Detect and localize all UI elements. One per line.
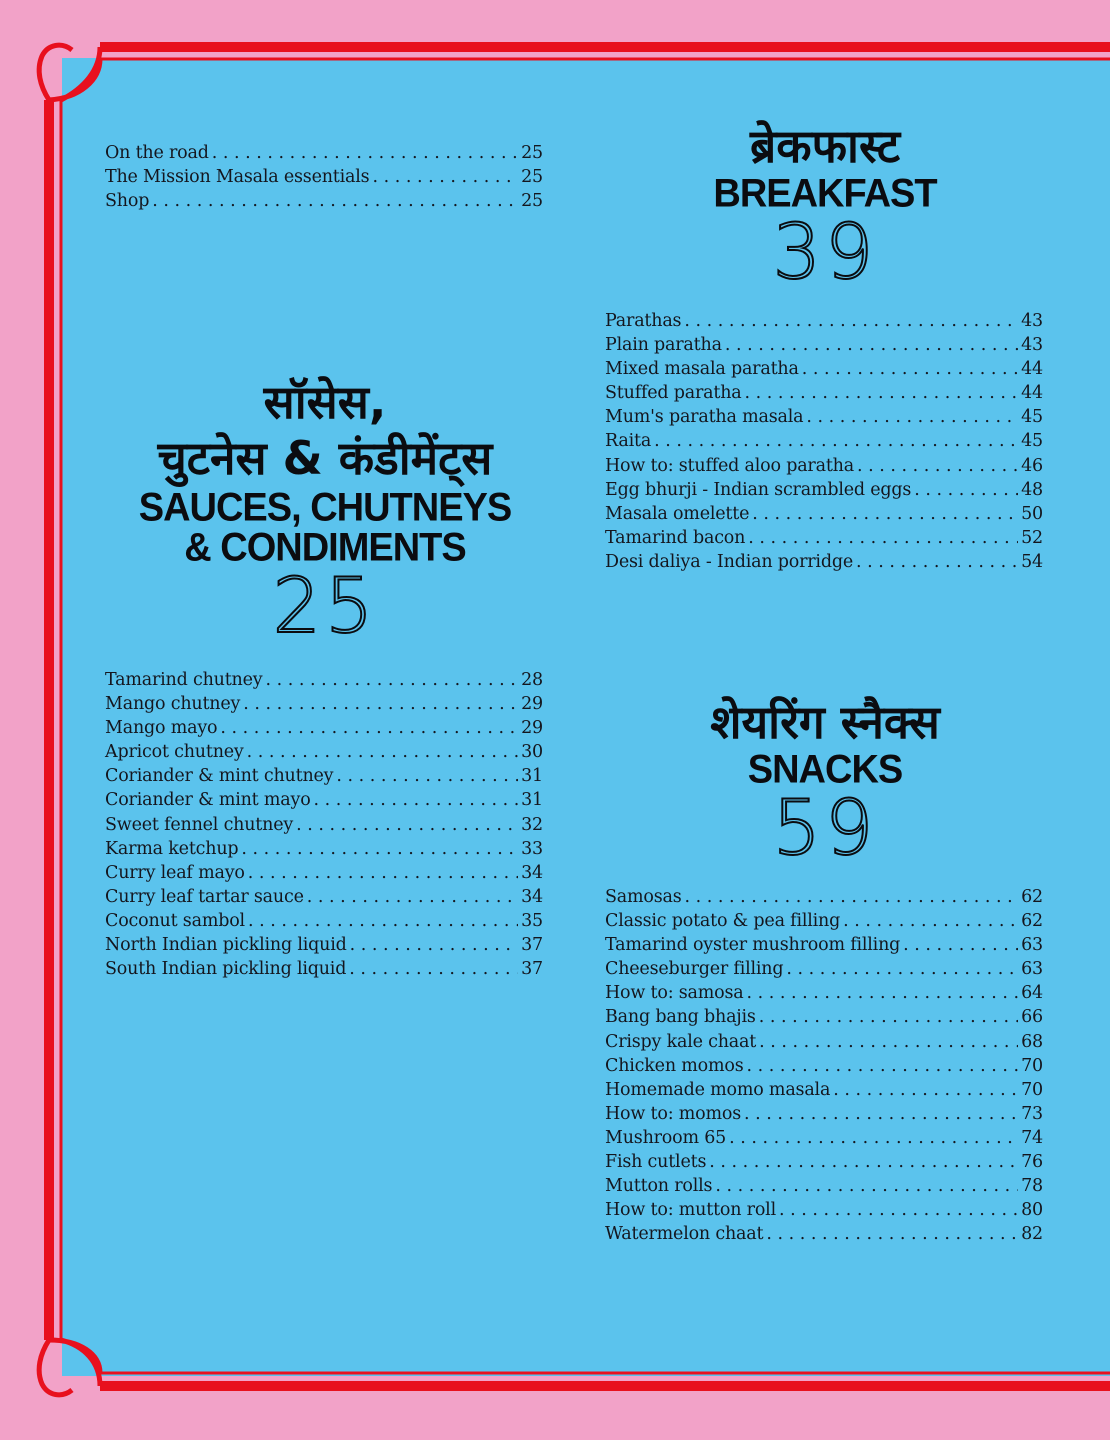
snacks-page-number: 59 — [772, 783, 878, 872]
breakfast-page-number: 39 — [772, 207, 878, 296]
dot-leader — [786, 957, 1018, 981]
toc-entry — [105, 740, 543, 764]
toc-entry-page: 25 — [521, 191, 543, 212]
toc-entry-title: Tamarind chutney — [105, 670, 263, 690]
toc-entry-page: 29 — [521, 694, 543, 715]
toc-entry — [105, 885, 543, 909]
dot-leader — [903, 933, 1018, 957]
toc-entry-title: North Indian pickling liquid — [105, 935, 347, 956]
toc-entry-page: 73 — [1021, 1103, 1043, 1124]
toc-entry — [105, 957, 543, 981]
toc-entry-title: Chicken momos — [605, 1055, 744, 1076]
toc-entry-title: Tamarind oyster mushroom filling — [605, 935, 901, 956]
toc-entry — [605, 526, 1043, 550]
toc-entry-title: Egg bhurji - Indian scrambled eggs — [605, 479, 912, 500]
dot-leader — [349, 957, 518, 981]
toc-entry-title: Stuffed paratha — [605, 383, 742, 404]
toc-entry — [605, 333, 1043, 357]
dot-leader — [779, 1198, 1018, 1222]
toc-entry — [605, 933, 1043, 957]
dot-leader — [314, 788, 519, 812]
breakfast-title-en: BREAKFAST — [713, 171, 937, 217]
toc-entry-page: 31 — [521, 790, 543, 811]
dot-leader — [747, 981, 1019, 1005]
toc-entry — [105, 165, 543, 189]
toc-entry — [605, 981, 1043, 1005]
toc-entry-title: Crispy kale chaat — [605, 1031, 757, 1052]
dot-leader — [856, 550, 1018, 574]
toc-entry-page: 70 — [1021, 1079, 1043, 1100]
toc-entry-title: Plain paratha — [605, 335, 722, 356]
breakfast-heading — [605, 118, 1045, 296]
toc-entry-page: 33 — [521, 838, 543, 859]
dot-leader — [212, 141, 518, 165]
dot-leader — [709, 1150, 1018, 1174]
toc-entry — [605, 550, 1043, 574]
dot-leader — [715, 1174, 1018, 1198]
toc-entry — [605, 1102, 1043, 1126]
toc-entry-page: 45 — [1021, 407, 1043, 428]
toc-entry-page: 48 — [1021, 479, 1043, 500]
toc-entry — [605, 309, 1043, 333]
toc-entry-title: Cheeseburger filling — [605, 959, 784, 980]
toc-entry — [105, 692, 543, 716]
sauces-title-hindi-1: सॉसेस, — [263, 375, 387, 429]
toc-entry — [605, 478, 1043, 502]
toc-entry-title: Curry leaf mayo — [105, 862, 245, 883]
toc-entry-page: 32 — [521, 814, 543, 835]
toc-entry-page: 30 — [521, 742, 543, 763]
toc-entry-title: Raita — [605, 431, 652, 452]
dot-leader — [748, 526, 1018, 550]
dot-leader — [243, 692, 518, 716]
sauces-title-en-2: & CONDIMENTS — [184, 525, 466, 571]
breakfast-title-hindi: ब्रेकफास्ट — [749, 119, 901, 173]
dot-leader — [350, 933, 518, 957]
toc-entry — [605, 405, 1043, 429]
snacks-title-en: SNACKS — [747, 747, 903, 793]
dot-leader — [654, 429, 1018, 453]
dot-leader — [752, 502, 1018, 526]
dot-leader — [241, 837, 518, 861]
dot-leader — [745, 381, 1019, 405]
dot-leader — [685, 885, 1019, 909]
toc-entry-title: South Indian pickling liquid — [105, 959, 347, 980]
toc-entry-title: Shop — [105, 191, 150, 212]
dot-leader — [725, 333, 1018, 357]
toc-entry — [605, 1078, 1043, 1102]
toc-entry-title: Karma ketchup — [105, 838, 239, 859]
toc-entry — [105, 716, 543, 740]
toc-entry — [605, 1126, 1043, 1150]
toc-entry-title: Homemade momo masala — [605, 1079, 831, 1100]
toc-entry-page: 25 — [521, 143, 543, 163]
sauces-title-hindi-2: चुटनेस & कंडीमेंट्स — [157, 431, 493, 485]
toc-entry-page: 82 — [1021, 1224, 1043, 1245]
toc-entry-page: 37 — [521, 959, 543, 980]
toc-entry — [605, 1150, 1043, 1174]
toc-entry — [605, 357, 1043, 381]
toc-entry-title: Masala omelette — [605, 503, 750, 524]
toc-entry-page: 37 — [521, 935, 543, 956]
toc-entry-page: 43 — [1021, 311, 1043, 331]
dot-leader — [914, 478, 1018, 502]
toc-entry-title: On the road — [105, 143, 209, 163]
toc-entry-page: 31 — [521, 766, 543, 787]
dot-leader — [265, 668, 518, 692]
toc-entry-page: 29 — [521, 718, 543, 739]
toc-entry-page: 46 — [1021, 455, 1043, 476]
toc-entry-title: Coriander & mint chutney — [105, 766, 334, 787]
toc-entry-title: Bang bang bhajis — [605, 1007, 756, 1028]
toc-entry — [605, 885, 1043, 909]
toc-entry-title: Apricot chutney — [105, 742, 244, 763]
dot-leader — [307, 885, 518, 909]
toc-entry-page: 44 — [1021, 383, 1043, 404]
dot-leader — [372, 165, 518, 189]
dot-leader — [857, 454, 1018, 478]
dot-leader — [806, 405, 1018, 429]
toc-entry — [105, 933, 543, 957]
sauces-heading — [105, 374, 545, 650]
dot-leader — [843, 909, 1018, 933]
dot-leader — [248, 861, 518, 885]
toc-entry-title: Curry leaf tartar sauce — [105, 886, 304, 907]
dot-leader — [802, 357, 1018, 381]
toc-entry-title: Watermelon chaat — [605, 1224, 764, 1245]
toc-entry-title: Sweet fennel chutney — [105, 814, 294, 835]
snacks-title-hindi: शेयरिंग स्नैक्स — [710, 695, 940, 749]
toc-entry-page: 63 — [1021, 935, 1043, 956]
toc-entry-page: 50 — [1021, 503, 1043, 524]
toc-entry-title: Desi daliya - Indian porridge — [605, 551, 853, 572]
toc-entry — [105, 764, 543, 788]
toc-entry-title: Mango mayo — [105, 718, 218, 739]
sauces-list — [105, 668, 543, 981]
toc-entry-title: Tamarind bacon — [605, 527, 746, 548]
toc-entry-page: 54 — [1021, 551, 1043, 572]
toc-entry — [105, 141, 543, 165]
toc-entry-title: Mango chutney — [105, 694, 241, 715]
sauces-title-en-1: SAUCES, CHUTNEYS — [138, 485, 512, 531]
dot-leader — [747, 1054, 1019, 1078]
toc-entry-title: The Mission Masala essentials — [105, 167, 370, 188]
toc-entry — [605, 429, 1043, 453]
breakfast-list — [605, 309, 1043, 574]
toc-entry — [105, 813, 543, 837]
toc-entry-page: 28 — [521, 670, 543, 690]
snacks-list — [605, 885, 1043, 1246]
toc-entry — [105, 861, 543, 885]
toc-entry-title: Mutton rolls — [605, 1176, 713, 1197]
toc-entry-page: 80 — [1021, 1200, 1043, 1221]
intro-list — [105, 141, 543, 213]
toc-entry-page: 74 — [1021, 1127, 1043, 1148]
toc-entry-page: 63 — [1021, 959, 1043, 980]
toc-entry-page: 45 — [1021, 431, 1043, 452]
toc-entry — [105, 668, 543, 692]
toc-entry — [605, 909, 1043, 933]
toc-entry — [105, 837, 543, 861]
toc-entry-page: 76 — [1021, 1152, 1043, 1173]
toc-entry — [605, 381, 1043, 405]
sauces-page-number: 25 — [272, 561, 378, 650]
dot-leader — [759, 1005, 1018, 1029]
toc-entry-title: Classic potato & pea filling — [605, 911, 841, 932]
toc-entry-title: Fish cutlets — [605, 1152, 707, 1173]
toc-entry-page: 64 — [1021, 983, 1043, 1004]
toc-entry-page: 52 — [1021, 527, 1043, 548]
toc-entry — [605, 454, 1043, 478]
toc-entry — [105, 189, 543, 213]
toc-entry-page: 43 — [1021, 335, 1043, 356]
toc-entry-title: Mum's paratha masala — [605, 407, 804, 428]
toc-entry-page: 78 — [1021, 1176, 1043, 1197]
dot-leader — [220, 716, 518, 740]
toc-entry-title: How to: mutton roll — [605, 1200, 776, 1221]
toc-entry — [105, 909, 543, 933]
dot-leader — [152, 189, 518, 213]
toc-entry-title: How to: momos — [605, 1103, 742, 1124]
toc-entry-title: Samosas — [605, 887, 682, 907]
dot-leader — [766, 1222, 1018, 1246]
toc-entry-title: Mixed masala paratha — [605, 359, 799, 380]
dot-leader — [729, 1126, 1018, 1150]
dot-leader — [336, 764, 518, 788]
toc-entry — [605, 1054, 1043, 1078]
dot-leader — [247, 740, 519, 764]
dot-leader — [744, 1102, 1018, 1126]
dot-leader — [684, 309, 1018, 333]
toc-entry-page: 44 — [1021, 359, 1043, 380]
toc-entry-page: 66 — [1021, 1007, 1043, 1028]
toc-entry-title: Parathas — [605, 311, 682, 331]
toc-entry-title: Mushroom 65 — [605, 1127, 727, 1148]
toc-entry-title: How to: stuffed aloo paratha — [605, 455, 854, 476]
snacks-heading — [605, 694, 1045, 872]
dot-leader — [296, 813, 518, 837]
toc-entry-title: How to: samosa — [605, 983, 744, 1004]
toc-entry — [605, 1174, 1043, 1198]
toc-entry-page: 35 — [521, 910, 543, 931]
toc-entry-page: 34 — [521, 862, 543, 883]
toc-entry — [605, 1030, 1043, 1054]
toc-entry-page: 34 — [521, 886, 543, 907]
toc-entry — [605, 1222, 1043, 1246]
toc-entry-title: Coriander & mint mayo — [105, 790, 311, 811]
toc-entry — [605, 502, 1043, 526]
toc-entry-page: 68 — [1021, 1031, 1043, 1052]
toc-entry-page: 62 — [1021, 887, 1043, 907]
toc-entry — [605, 957, 1043, 981]
toc-entry-page: 62 — [1021, 911, 1043, 932]
dot-leader — [248, 909, 518, 933]
toc-entry — [605, 1005, 1043, 1029]
toc-entry-page: 70 — [1021, 1055, 1043, 1076]
toc-entry — [605, 1198, 1043, 1222]
dot-leader — [833, 1078, 1018, 1102]
dot-leader — [759, 1030, 1018, 1054]
toc-entry — [105, 788, 543, 812]
toc-entry-page: 25 — [521, 167, 543, 188]
toc-entry-title: Coconut sambol — [105, 910, 245, 931]
